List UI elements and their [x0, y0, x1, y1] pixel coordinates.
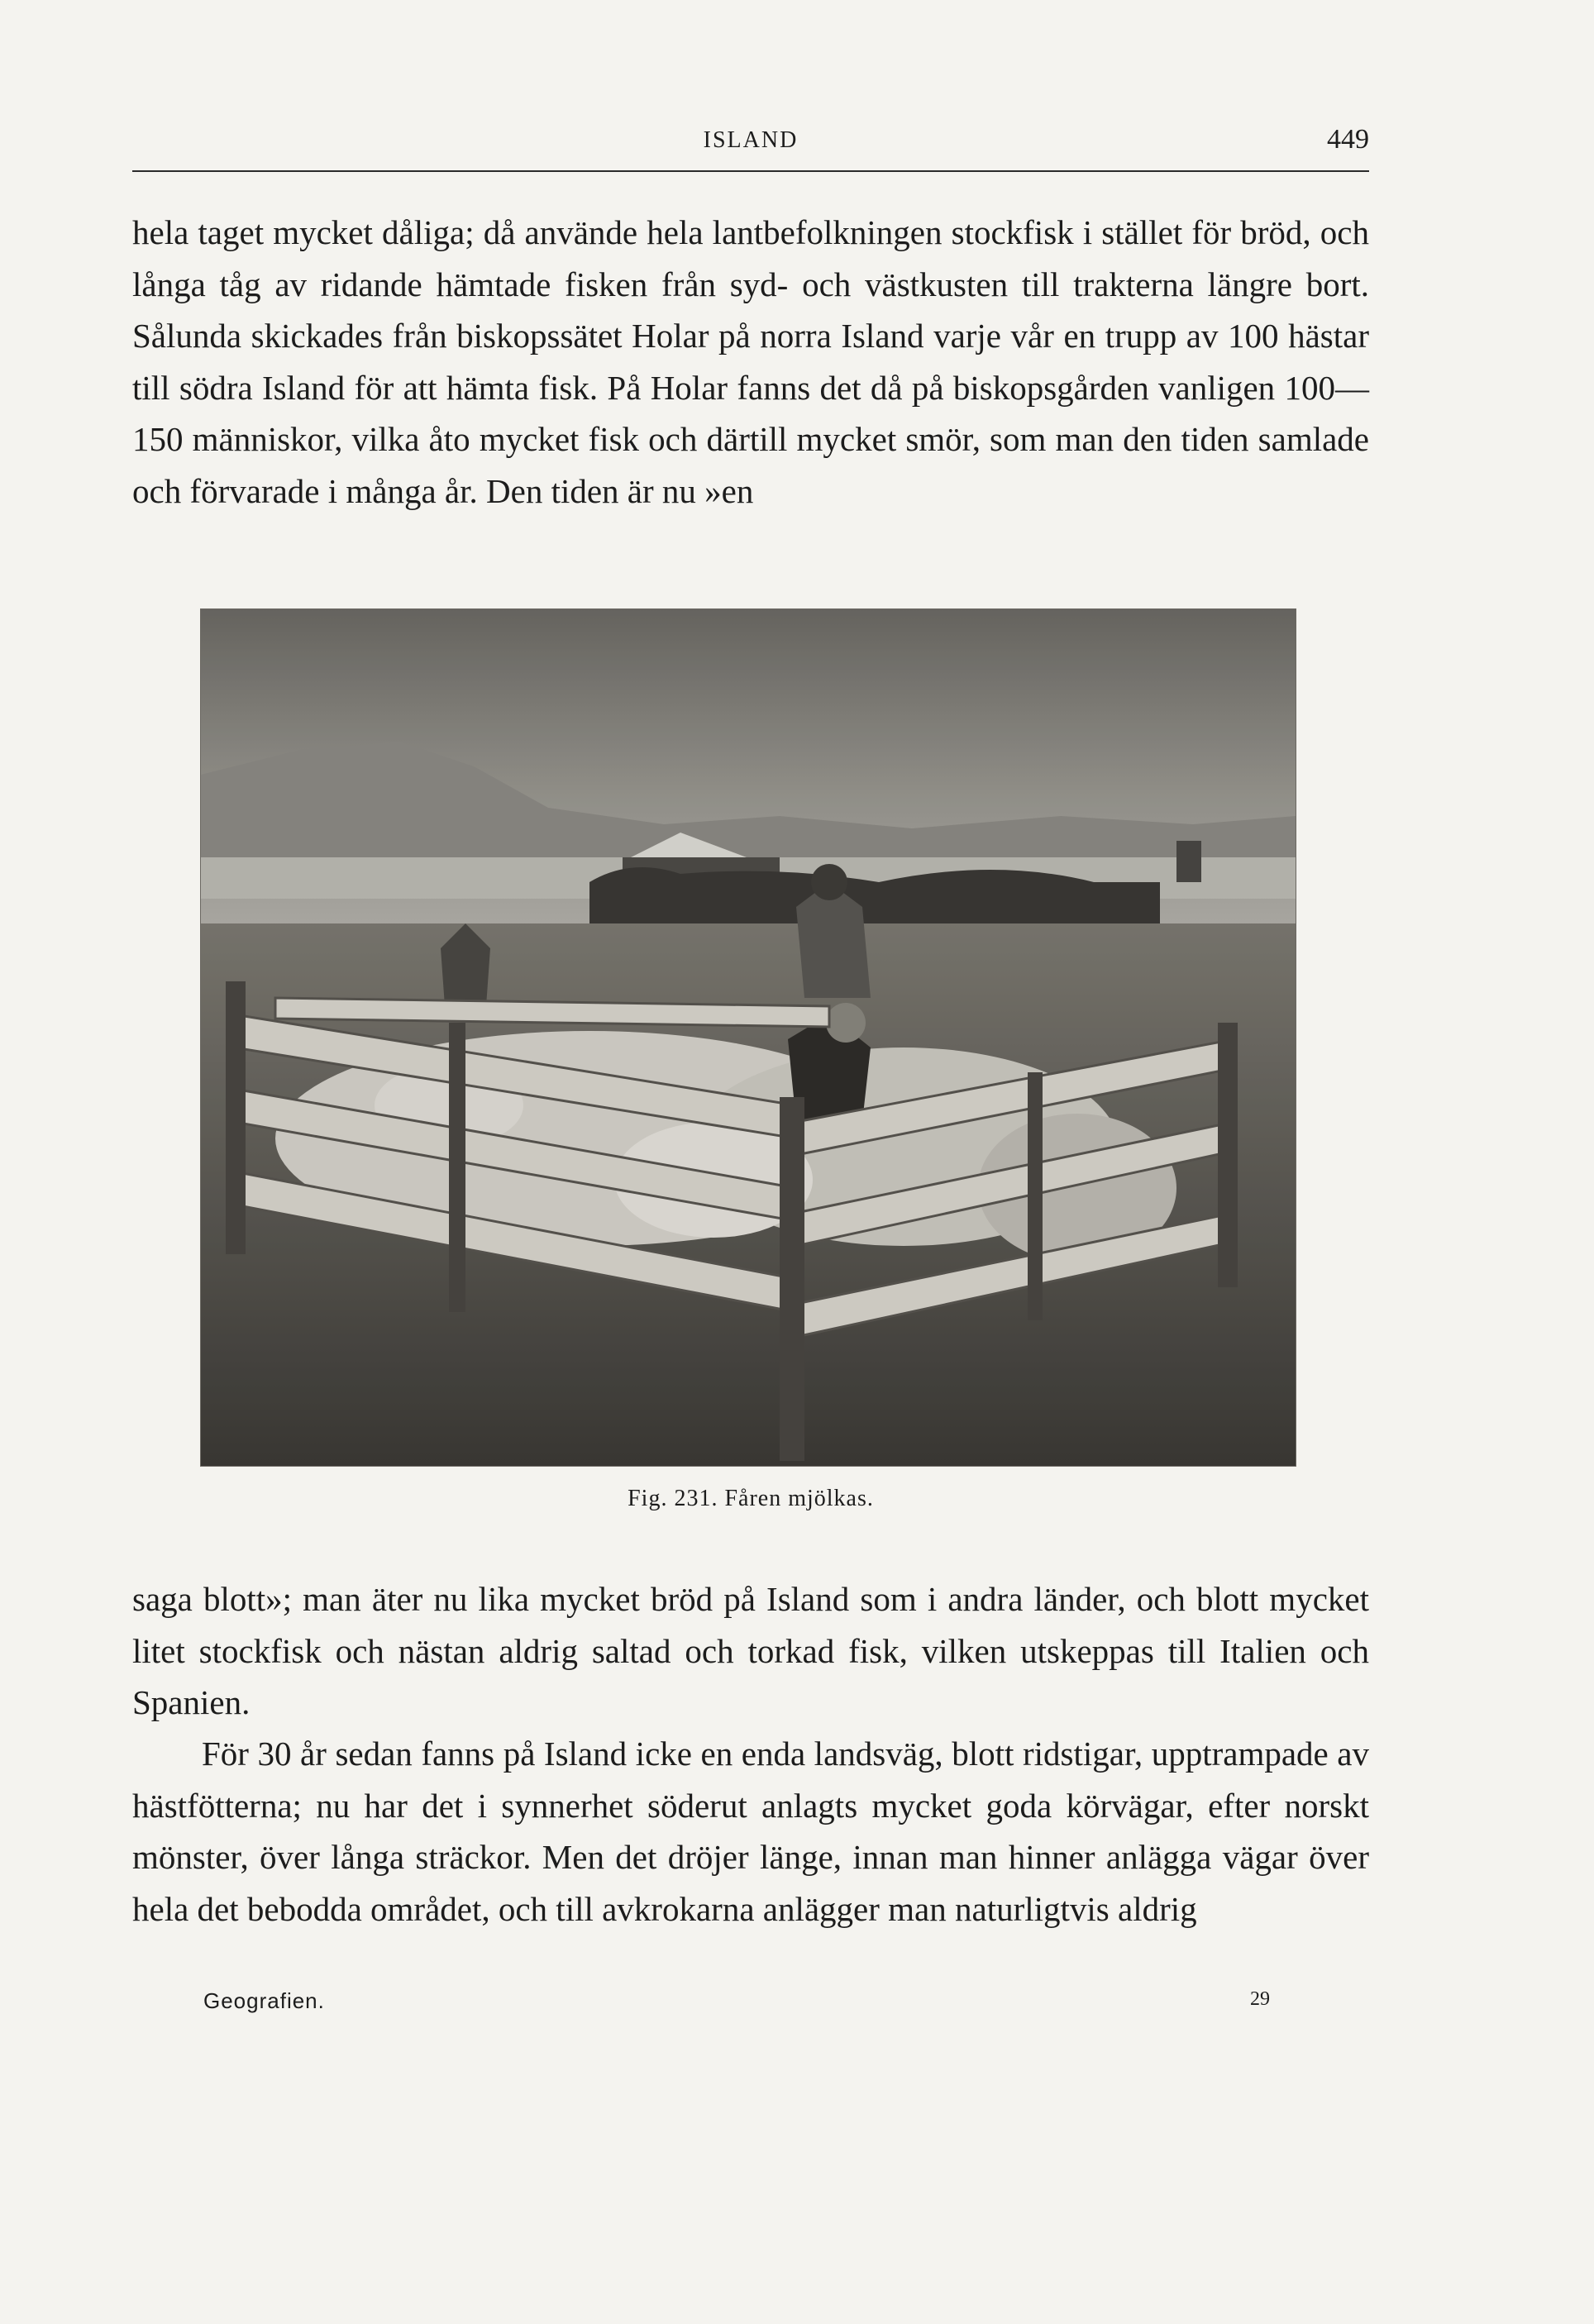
sheet-number: 29: [1250, 1988, 1270, 2010]
page-header: [132, 124, 1369, 172]
photo-sheep-milking: [200, 608, 1296, 1467]
signature-mark: Geografien.: [203, 1988, 325, 2013]
body-paragraph-1: hela taget mycket dåliga; då använde hela lantbefolkningen stockfisk i stället för bröd, och långa tåg av ridande hämtade fisken från syd- och västkusten till trakterna längre bort. Sålunda skickades från biskopssätet Holar på norra Island varje vår en trupp av 100 hästar till södra Island för att hämta fisk. På Holar fanns det då på biskopsgården vanligen 100—150 människor, vilka åto mycket fisk och därtill mycket smör, som man den tiden samlade och förvarade i många år. Den tiden är nu »en: [132, 213, 1369, 510]
figure-caption: Fig. 231. Fåren mjölkas.: [628, 1486, 874, 1511]
body-paragraph-3: För 30 år sedan fanns på Island icke en enda landsväg, blott ridstigar, upptrampade av hästfötterna; nu har det i synnerhet söderut anlagts mycket goda körvägar, efter norskt mönster, över långa sträckor. Men det dröjer länge, innan man hinner anlägga vägar över hela det bebodda området, och till avkrokarna anlägger man naturligtvis aldrig: [132, 1735, 1369, 1928]
body-paragraph-2: saga blott»; man äter nu lika mycket bröd på Island som i andra länder, och blott mycket litet stockfisk och nästan aldrig saltad och torkad fisk, vilken utskeppas till Italien och Spanien.: [132, 1580, 1369, 1721]
running-head: ISLAND: [703, 127, 799, 153]
photo-illustration: [201, 609, 1296, 1466]
page-number: 449: [1327, 124, 1369, 155]
